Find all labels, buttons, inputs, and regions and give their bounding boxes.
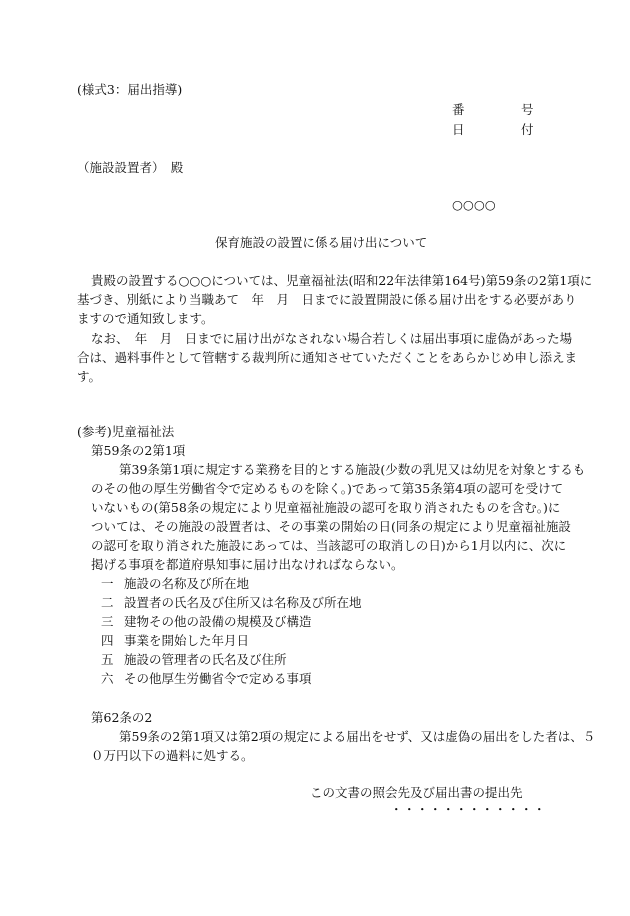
article1-line: の認可を取り消された施設にあっては、当該認可の取消しの日)から1月以内に、次に [91, 538, 567, 553]
body-line: す。 [77, 369, 102, 384]
item-text: 施設の名称及び所在地 [124, 576, 250, 591]
article1-line: のその他の厚生労働省令で定めるものを除く。)であって第35条第4項の認可を受けて [91, 481, 564, 496]
item-text: 事業を開始した年月日 [124, 633, 250, 648]
article2-title: 第62条の2 [91, 710, 153, 725]
body-line: 貴殿の設置する○○○については、児童福祉法(昭和22年法律第164号)第59条の2第1項に [91, 273, 593, 288]
document-title: 保育施設の設置に係る届け出について [215, 235, 428, 250]
item-num: 六 [101, 671, 114, 686]
contact-dots: ・・・・・・・・・・・・ [390, 802, 547, 817]
article1-line: 掲げる事項を都道府県知事に届け出なければならない。 [91, 557, 404, 572]
sender: ○○○○ [452, 197, 496, 212]
article2-line: 第59条の2第1項又は第2項の規定による届出をせず、又は虚偽の届出をした者は、５ [119, 729, 596, 744]
addressee: （施設設置者） 殿 [77, 160, 184, 175]
article1-title: 第59条の2第1項 [91, 443, 186, 458]
item-text: 施設の管理者の氏名及び住所 [124, 652, 287, 667]
ref-number-label-2: 号 [521, 102, 534, 117]
contact-label: この文書の照会先及び届出書の提出先 [310, 785, 523, 800]
body-line: 基づき、別紙により当職あて 年 月 日までに設置開設に係る届け出をする必要があり [77, 292, 577, 307]
form-label: (様式3：届出指導) [77, 82, 183, 97]
reference-heading: (参考)児童福祉法 [77, 424, 175, 439]
item-text: 設置者の氏名及び住所又は名称及び所在地 [124, 595, 362, 610]
article1-line: 第39条第1項に規定する業務を目的とする施設(少数の乳児又は幼児を対象とするも [119, 462, 586, 477]
item-num: 一 [101, 576, 114, 591]
body-line: なお、 年 月 日までに届け出がなされない場合若しくは届出事項に虚偽があった場 [91, 331, 573, 346]
item-num: 二 [101, 595, 114, 610]
item-num: 五 [101, 652, 114, 667]
article1-line: いないもの(第58条の規定により児童福祉施設の認可を取り消されたものを含む。)に [91, 500, 561, 515]
body-line: 合は、過料事件として管轄する裁判所に通知させていただくことをあらかじめ申し添えま [77, 350, 578, 365]
item-text: 建物その他の設備の規模及び構造 [124, 614, 312, 629]
article1-line: ついては、その施設の設置者は、その事業の開始の日(同条の規定により児童福祉施設 [91, 519, 571, 534]
item-num: 四 [101, 633, 114, 648]
body-line: ますので通知致します。 [77, 311, 214, 326]
ref-number-label-1: 番 [452, 102, 465, 117]
article2-line: ０万円以下の過料に処する。 [91, 748, 254, 763]
date-label-1: 日 [452, 122, 465, 137]
date-label-2: 付 [521, 122, 534, 137]
item-num: 三 [101, 614, 114, 629]
item-text: その他厚生労働省令で定める事項 [124, 671, 312, 686]
